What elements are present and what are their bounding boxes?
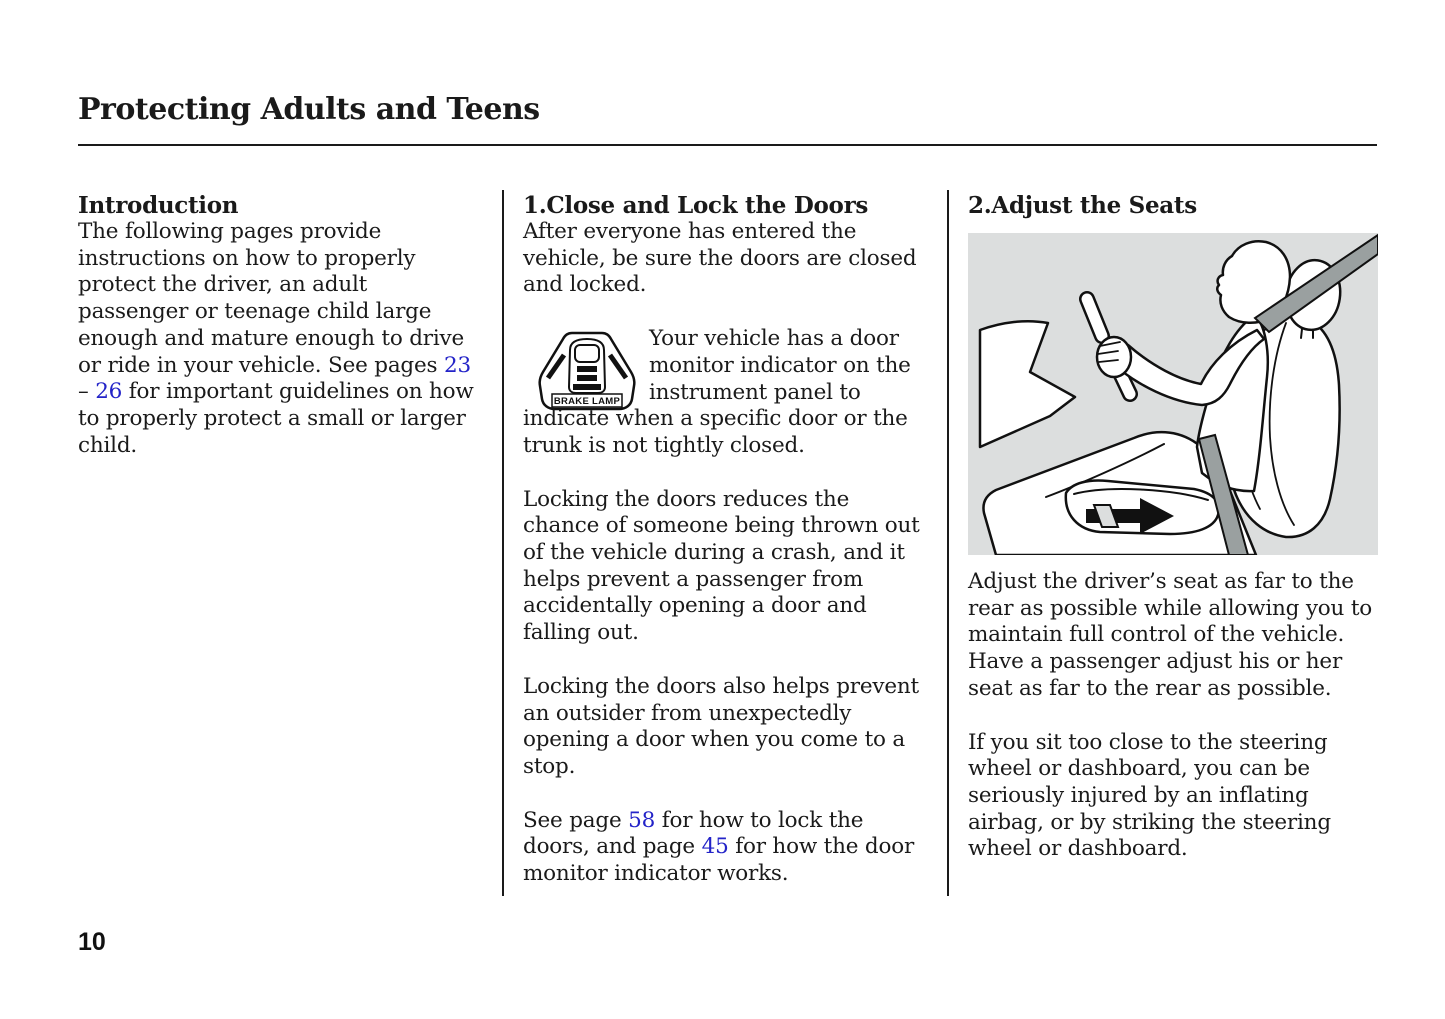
page-number: 10 <box>78 928 106 956</box>
close-lock-paragraph-3: Locking the doors reduces the chance of someone being thrown out of the vehicle during a crash, and it helps prevent a passenger from accidentally opening a door and falling out. <box>523 486 920 646</box>
page-link-58[interactable]: 58 <box>628 807 656 833</box>
page-title: Protecting Adults and Teens <box>78 92 540 127</box>
adjust-seats-column <box>968 192 1378 890</box>
close-lock-paragraph-5 <box>523 808 928 888</box>
intro-dash: – <box>78 379 96 405</box>
see-page-text-3: for how the door monitor indicator works. <box>523 834 915 887</box>
brake-lamp-label: BRAKE LAMP <box>553 396 621 408</box>
title-rule <box>78 144 1377 146</box>
page-link-45[interactable]: 45 <box>701 834 729 860</box>
close-lock-heading: 1.Close and Lock the Doors <box>523 192 869 219</box>
intro-paragraph <box>78 219 480 459</box>
see-page-text-2: for how to lock the doors, and page <box>523 807 864 860</box>
intro-text-2: for important guidelines on how to properly protect a small or larger child. <box>78 379 474 458</box>
adjust-seats-paragraph-2: If you sit too close to the steering wheel or dashboard, you can be seriously injured by an inflating airbag, or by striking the steering wheel or dashboard. <box>968 729 1331 862</box>
close-lock-paragraph-1: After everyone has entered the vehicle, be sure the doors are closed and locked. <box>523 219 917 298</box>
driver-seat-illustration <box>968 233 1378 555</box>
brake-lamp-indicator-icon <box>535 328 639 414</box>
close-lock-paragraph-4: Locking the doors also helps prevent an outsider from unexpectedly opening a door when you come to a stop. <box>523 673 919 779</box>
door-monitor-paragraph <box>523 326 928 460</box>
column-divider-2 <box>947 190 949 896</box>
column-divider-1 <box>502 190 504 896</box>
see-page-text-1: See page <box>523 807 629 833</box>
page-link-23[interactable]: 23 <box>444 352 471 378</box>
page-link-26[interactable]: 26 <box>95 379 123 405</box>
close-lock-column <box>523 192 928 915</box>
intro-heading: Introduction <box>78 192 239 219</box>
intro-column <box>78 192 480 486</box>
intro-text-1: The following pages provide instructions on how to properly protect the driver, an adult passenger or teenage child large enough and mature enough to drive or ride in your vehicle. See pages <box>78 219 465 378</box>
adjust-seats-paragraph-1: Adjust the driver’s seat as far to the rear as possible while allowing you to maintain full control of the vehicle. Have a passenger adjust his or her seat as far to the rear as possible. <box>968 569 1373 701</box>
door-monitor-text: Your vehicle has a door monitor indicator on the instrument panel to indicate when a specific door or the trunk is not tightly closed. <box>523 326 911 458</box>
adjust-seats-heading: 2.Adjust the Seats <box>968 192 1197 219</box>
